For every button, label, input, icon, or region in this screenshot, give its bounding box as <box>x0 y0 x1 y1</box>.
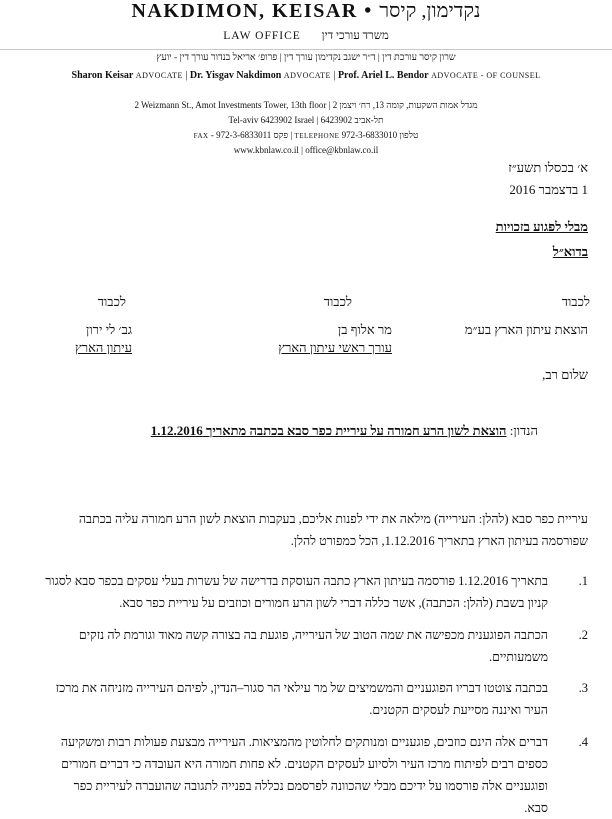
recipient-2-line1: מר אלוף בן <box>337 322 392 337</box>
partner-3-title: ADVOCATE - OF COUNSEL <box>431 71 541 80</box>
list-item-1 <box>12 570 588 614</box>
partner-2-title: ADVOCATE <box>283 71 331 80</box>
address-line-1-he: מגדל אמות השקעות, קומה 13, רח׳ ויצמן 2 <box>332 100 478 110</box>
firm-name-he: נקדימון, קיסר <box>379 0 481 22</box>
email-link[interactable]: office@kbnlaw.co.il <box>305 145 379 155</box>
telephone-number: 972-3-6833010 <box>341 130 398 140</box>
recipient-3-to-label: לכבוד <box>97 294 126 309</box>
fax-number-en: - 972-3-6833011 <box>210 130 272 140</box>
subject-text: הוצאת לשון הרע חמורה על עיריית כפר סבא בכתבה מתאריך 1.12.2016 <box>150 423 507 438</box>
fax-label-en: FAX <box>193 132 209 140</box>
list-item-line: כספים רבים לפיתוח מרכז העיר ולסיוע לעסקים הקטנים. לא פחות חמורה היא העובדה כי דברים חמורים <box>61 757 548 771</box>
contact-phone-fax <box>0 130 612 140</box>
law-office-he: משרד עורכי דין <box>321 30 389 42</box>
list-item-2 <box>12 624 588 668</box>
list-item-number: 1. <box>578 574 588 588</box>
list-item-4 <box>12 731 588 819</box>
partners-en <box>0 70 612 81</box>
recipient-2-line2: עורך ראשי עיתון הארץ <box>278 340 392 355</box>
telephone-label-en: TELEPHONE <box>294 132 340 140</box>
contact-web-email <box>0 145 612 155</box>
greeting: שלום רב, <box>542 367 588 382</box>
list-item-3 <box>12 677 588 721</box>
list-item-line: הכתבה הפוגענית מכפישה את שמה הטוב של העירייה, פוגעת בה בצורה קשה מאוד וגורמת לה נזקים <box>78 628 548 642</box>
address-line-2 <box>0 115 612 125</box>
contact-sep-2: | <box>301 145 303 155</box>
phone-label-he: טלפון <box>399 130 419 140</box>
list-item-number: 2. <box>578 628 588 642</box>
partner-sep-2: | <box>333 70 336 81</box>
list-item-line: ופוגעניים אלה פורסמו על ידיכם מבלי שהכוונה לפרסמם נכללה בפנייה לתגובה שהועברה לעיריית כפר <box>73 779 548 793</box>
law-office-en: LAW OFFICE <box>223 30 301 42</box>
law-office-subtitle <box>0 30 612 42</box>
recipient-2-to-label: לכבוד <box>323 294 352 309</box>
date-hebrew: א׳ בכסלו תשע״ז <box>508 160 588 175</box>
address-line-1 <box>0 100 612 110</box>
date-gregorian: 1 בדצמבר 2016 <box>509 182 588 197</box>
address-sep-2: | <box>316 115 319 125</box>
partners-he: שרון קיסר עורכת דין | ד״ר ישגב נקדימון עורך דין | פרופ׳ אריאל בנדור עורך דין - יועץ <box>156 53 456 63</box>
recipient-1-line1: הוצאת עיתון הארץ בע״מ <box>464 322 588 337</box>
firm-name <box>0 0 612 23</box>
partner-1-name: Sharon Keisar <box>71 70 134 81</box>
subject-label: הנדון: <box>509 423 538 438</box>
recipient-3-line2: עיתון הארץ <box>74 340 132 355</box>
list-item-line: העיר ואיננה מסייעת לעסקים הקטנים. <box>369 703 548 717</box>
intro-line-2: שפורסמה בעיתון הארץ בתאריך 1.12.2016, הכל כמפורט להלן. <box>290 534 588 548</box>
delivery-method: בדוא״ל <box>552 244 588 259</box>
address-line-2-en: Tel-aviv 6423902 Israel <box>228 115 315 125</box>
partner-3-name: Prof. Ariel L. Bendor <box>337 70 429 81</box>
recipient-3-line1: גב׳ לי ירון <box>86 322 132 337</box>
firm-name-bullet: • <box>364 0 373 22</box>
intro-paragraph <box>12 508 588 552</box>
list-item-line: סבא. <box>524 801 548 815</box>
partner-sep-1: | <box>185 70 188 81</box>
subject-line <box>151 423 538 439</box>
letterhead-divider <box>0 49 612 50</box>
list-item-number: 4. <box>578 735 588 749</box>
partner-2-name: Dr. Yisgav Nakdimon <box>189 70 282 81</box>
address-line-1-en: 2 Weizmann St., Amot Investments Tower, 13th floor <box>134 100 327 110</box>
partner-1-title: ADVOCATE <box>135 71 183 80</box>
list-item-line: בתאריך 1.12.2016 פורסמה בעיתון הארץ כתבה העוסקת בדרישה של עשרות בעלי עסקים בכפר סבא לסגור <box>45 574 548 588</box>
list-item-line: דברים אלה הינם כוזבים, פוגעניים ומנותקים לחלוטין מהמציאות. העירייה מבצעת פעולות רבות ומשקיעה <box>60 735 548 749</box>
intro-line-1: עיריית כפר סבא (להלן: העירייה) מילאה את ידי לפנות אליכם, בעקבות הוצאת לשון הרע חמורה עליה בכתבה <box>78 512 588 526</box>
contact-sep-1: | <box>290 130 293 140</box>
fax-label-he: פקס <box>273 130 289 140</box>
address-sep-1: | <box>328 100 331 110</box>
list-item-line: משמעותיים. <box>488 650 548 664</box>
list-item-line: קניון בשבת (להלן: הכתבה), אשר כללה דברי לשון הרע חמורים וכוזבים על עיריית כפר סבא. <box>119 596 548 610</box>
recipient-1-to-label: לכבוד <box>561 294 590 309</box>
firm-name-en: NAKDIMON, KEISAR <box>131 0 358 22</box>
list-item-line: בכתבה צוטטו דבריו הפוגעניים והמשמיצים של מר עילאי הר סגור–הנדין, לפיהם העירייה מזניחה את מרכז <box>55 681 548 695</box>
list-item-number: 3. <box>578 681 588 695</box>
address-line-2-he: תל-אביב 6423902 <box>320 115 384 125</box>
without-prejudice-notice: מבלי לפגוע בזכויות <box>495 219 588 234</box>
website-link[interactable]: www.kbnlaw.co.il <box>233 145 299 155</box>
